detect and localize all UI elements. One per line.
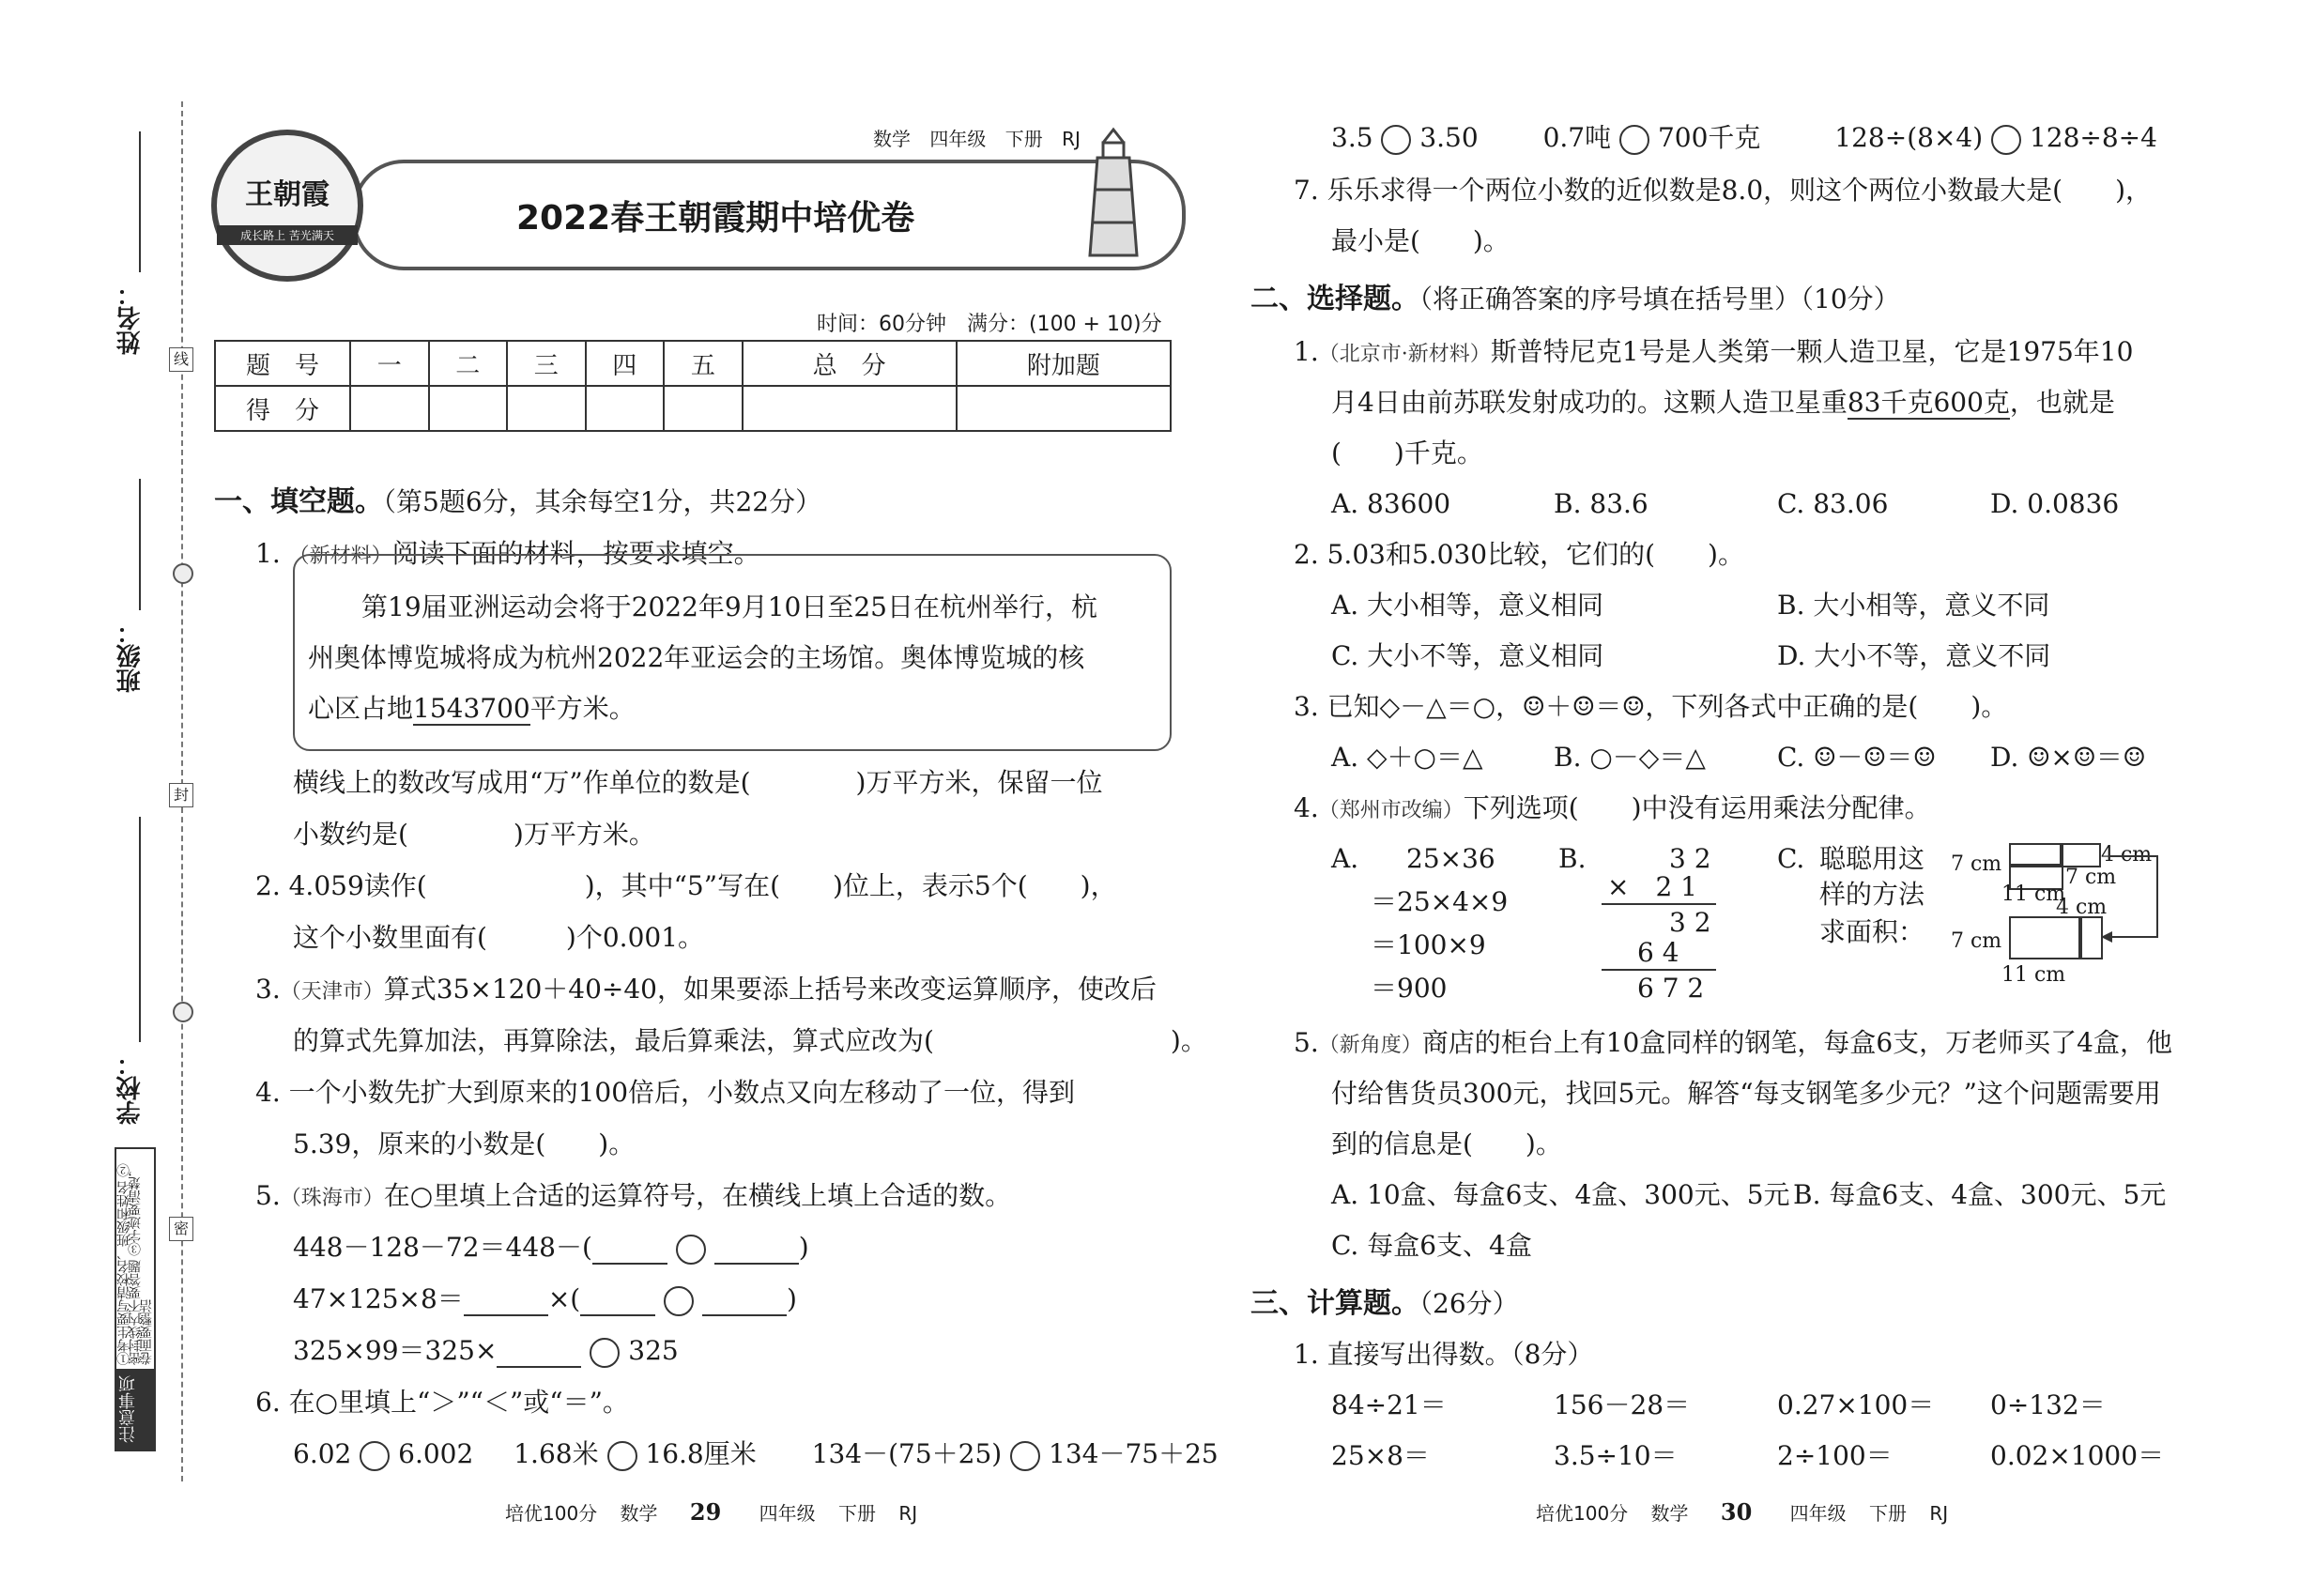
answer-blank[interactable] <box>714 1263 799 1265</box>
section-1-title: 一、填空题。 <box>214 485 383 518</box>
multiply-rule <box>1602 903 1716 905</box>
dim-label: 7 cm <box>1951 852 2002 876</box>
c4-a-step: 25×36 <box>1406 843 1495 874</box>
notes-text: ①考生要写清校名、班级和姓名 ②密封线内不要答题 ③字迹要清楚，卷面要整洁 <box>116 1163 154 1365</box>
c1-tag: （北京市·新材料） <box>1318 343 1491 366</box>
q3-line-2: 的算式先算加法，再算除法，最后算乘法，算式应改为( )。 <box>293 1025 1207 1056</box>
logo-subtext: 成长路上 苦光满天 <box>217 225 358 245</box>
k1-line-1: 1. 直接写出得数。（8分） <box>1294 1339 1594 1370</box>
c4-tag: （郑州市改编） <box>1318 799 1464 822</box>
q1-answer-line-1: 横线上的数改写成用“万”作单位的数是( )万平方米，保留一位 <box>293 767 1103 798</box>
answer-blank[interactable] <box>497 1366 581 1368</box>
score-header-row <box>215 341 1171 386</box>
q5-num: 5. <box>255 1180 281 1211</box>
c1-option-d[interactable]: D. 0.0836 <box>1990 488 2120 519</box>
score-header-cell: 总 分 <box>743 341 957 386</box>
c4-a-step: ＝100×9 <box>1371 929 1486 960</box>
answer-circle[interactable] <box>607 1441 637 1471</box>
score-cell <box>586 386 665 431</box>
score-header-cell: 三 <box>507 341 586 386</box>
dim-label: 11 cm <box>2001 882 2066 906</box>
notes-title: 注意事项 <box>116 1369 154 1450</box>
lighthouse-icon <box>1075 124 1159 265</box>
calc-item: 0.02×1000＝ <box>1990 1440 2165 1471</box>
section-2-heading <box>1250 284 1900 315</box>
strip-char-mi: 密 <box>169 1217 193 1241</box>
score-cell <box>664 386 743 431</box>
answer-blank[interactable] <box>592 1263 667 1265</box>
q5-expr-3-end: 325 <box>628 1335 679 1366</box>
c5-option-a[interactable]: A. 10盒、每盒6支、4盒、300元、5元 <box>1331 1179 1790 1210</box>
q5-expr-1-text: 448－128－72＝448－( <box>293 1232 592 1263</box>
q5-expr-1 <box>293 1232 809 1265</box>
c2-line-1: 2. 5.03和5.030比较，它们的( )。 <box>1294 539 1744 570</box>
dim-label: 7 cm <box>1951 929 2002 953</box>
footer-grade: 四年级 <box>1789 1502 1847 1525</box>
compare-left: 6.02 <box>293 1438 352 1469</box>
class-line <box>139 479 141 610</box>
answer-circle[interactable] <box>1619 125 1649 155</box>
footer-subject: 数学 <box>1650 1502 1689 1525</box>
score-header-cell: 四 <box>586 341 665 386</box>
score-header-cell: 五 <box>664 341 743 386</box>
calc-item: 84÷21＝ <box>1331 1389 1447 1420</box>
q4-line-2: 5.39，原来的小数是( )。 <box>293 1128 636 1159</box>
calc-item: 3.5÷10＝ <box>1554 1440 1678 1471</box>
logo-text: 王朝霞 <box>245 178 330 211</box>
score-table <box>214 340 1172 432</box>
score-header-cell: 一 <box>350 341 429 386</box>
q5-tag: （珠海市） <box>280 1187 384 1210</box>
page-number: 29 <box>689 1498 722 1526</box>
footer-subject: 数学 <box>620 1502 658 1525</box>
score-header-cell: 二 <box>429 341 508 386</box>
answer-blank[interactable] <box>580 1314 655 1316</box>
c5-text: 商店的柜台上有10盒同样的钢笔，每盒6支，万老师买了4盒，他 <box>1421 1027 2172 1058</box>
q5-line-1 <box>255 1180 1011 1215</box>
compare-right: 128÷8÷4 <box>2029 122 2157 153</box>
section-1-heading <box>214 486 821 518</box>
c4-b-row: 3 2 <box>1669 907 1711 938</box>
q6-instruction: 6. 在○里填上“＞”“＜”或“＝”。 <box>255 1387 629 1418</box>
score-cell <box>507 386 586 431</box>
binding-hole-icon <box>173 1002 193 1022</box>
footer-edition: RJ <box>1929 1502 1949 1525</box>
q6-row-2 <box>1331 122 2157 155</box>
school-line <box>139 817 141 1042</box>
close-paren: ) <box>787 1283 797 1314</box>
c4-line-1 <box>1294 792 1931 827</box>
calc-item: 156－28＝ <box>1554 1389 1691 1420</box>
arrow-icon <box>2099 854 2167 948</box>
compare-right: 6.002 <box>398 1438 474 1469</box>
c4-option-a-label[interactable]: A. <box>1331 843 1359 874</box>
c4-option-b-label[interactable]: B. <box>1558 843 1587 874</box>
reading-line-3 <box>308 693 636 725</box>
tag-edition: RJ <box>1062 128 1081 150</box>
q5-expr-2 <box>293 1283 797 1316</box>
footer-book: 培优100分 <box>505 1502 598 1525</box>
c5-num: 5. <box>1294 1027 1319 1058</box>
q1-tag: （新材料） <box>288 545 392 568</box>
answer-circle[interactable] <box>664 1286 694 1316</box>
score-row-label: 得 分 <box>215 386 350 431</box>
reading-line-3c: 平方米。 <box>529 693 636 724</box>
section-2-title: 二、选择题。 <box>1250 283 1419 315</box>
name-label: 姓名： <box>116 282 145 355</box>
score-cell <box>429 386 508 431</box>
score-value-row <box>215 386 1171 431</box>
subject-tags <box>873 124 1081 151</box>
q1-text: 阅读下面的材料，按要求填空。 <box>391 538 760 569</box>
page-title: 2022春王朝霞期中培优卷 <box>516 199 915 238</box>
answer-circle[interactable] <box>360 1441 390 1471</box>
answer-circle[interactable] <box>676 1235 706 1265</box>
c2-option-a[interactable]: A. 大小相等，意义相同 <box>1331 590 1604 621</box>
time-info: 时间：60分钟 满分：(100 + 10)分 <box>817 313 1162 336</box>
tag-volume: 下册 <box>1004 128 1043 150</box>
c4-b-row: 6 4 <box>1637 937 1679 968</box>
c5-line-3: 到的信息是( )。 <box>1331 1128 1562 1159</box>
q1-answer-line-2: 小数约是( )万平方米。 <box>293 819 655 850</box>
compare-right: 3.50 <box>1419 122 1479 153</box>
c4-option-c-label[interactable]: C. <box>1777 843 1805 874</box>
c4-a-step: ＝900 <box>1371 973 1448 1004</box>
q6-row-1 <box>293 1438 1219 1471</box>
c3-option-c[interactable]: C. ☺－☺＝☺ <box>1777 742 1937 773</box>
question-1: 1. （新材料）阅读下面的材料，按要求填空。 <box>255 538 760 569</box>
c2-option-c[interactable]: C. 大小不等，意义相同 <box>1331 640 1604 671</box>
dim-label: 4 cm <box>2056 896 2108 919</box>
calc-item: 0÷132＝ <box>1990 1389 2106 1420</box>
c4-text: 下列选项( )中没有运用乘法分配律。 <box>1463 792 1931 823</box>
c2-option-b[interactable]: B. 大小相等，意义不同 <box>1777 590 2050 621</box>
c5-line-2: 付给售货员300元，找回5元。解答“每支钢笔多少元？”这个问题需要用 <box>1331 1078 2161 1109</box>
score-header-cell: 附加题 <box>957 341 1171 386</box>
c4-b-row: × 2 1 <box>1607 871 1697 902</box>
c1-line-1 <box>1294 336 2133 371</box>
c3-option-b[interactable]: B. ○－◇＝△ <box>1554 742 1706 773</box>
brand-logo <box>211 130 363 282</box>
c4-b-row: 6 7 2 <box>1637 973 1705 1004</box>
name-line <box>139 131 141 272</box>
notes-box <box>115 1147 156 1451</box>
compare-left: 3.5 <box>1331 122 1373 153</box>
answer-circle[interactable] <box>1381 125 1411 155</box>
section-3-title: 三、计算题。 <box>1250 1287 1419 1320</box>
footer-volume: 下册 <box>1869 1502 1908 1525</box>
footer-edition: RJ <box>898 1502 918 1525</box>
c4-b-row: 3 2 <box>1669 843 1711 874</box>
q3-num: 3. <box>255 974 281 1005</box>
close-paren: ) <box>798 1232 809 1263</box>
calc-item: 0.27×100＝ <box>1777 1389 1935 1420</box>
c3-line-1: 3. 已知◇－△＝○，☺＋☺＝☺，下列各式中正确的是( )。 <box>1294 691 2008 722</box>
c1-line-2c: ，也就是 <box>2009 387 2115 418</box>
q5-text: 在○里填上合适的运算符号，在横线上填上合适的数。 <box>383 1180 1012 1211</box>
footer-left <box>505 1498 917 1526</box>
dim-label: 7 cm <box>2065 866 2117 889</box>
c5-line-1 <box>1294 1027 2172 1062</box>
compare-left: 134－(75＋25) <box>811 1438 1003 1469</box>
q7-line-1: 7. 乐乐求得一个两位小数的近似数是8.0，则这个两位小数最大是( )， <box>1294 175 2152 206</box>
score-cell <box>957 386 1171 431</box>
q5-expr-2-mid: ×( <box>547 1283 581 1314</box>
compare-left: 128÷(8×4) <box>1834 122 1984 153</box>
footer-right <box>1536 1498 1948 1526</box>
q3-text: 算式35×120＋40÷40，如果要添上括号来改变运算顺序，使改后 <box>383 974 1157 1005</box>
c1-line-2a: 月4日由前苏联发射成功的。这颗人造卫星重 <box>1331 387 1848 418</box>
q7-line-2: 最小是( )。 <box>1331 225 1510 256</box>
c3-option-a[interactable]: A. ◇＋○＝△ <box>1331 742 1483 773</box>
c1-option-b[interactable]: B. 83.6 <box>1554 488 1648 519</box>
c1-underlined-weight: 83千克600克 <box>1847 387 2010 418</box>
class-label: 班级： <box>116 620 145 693</box>
answer-blank[interactable] <box>702 1314 787 1316</box>
answer-circle[interactable] <box>1010 1441 1040 1471</box>
section-1-note: （第5题6分，其余每空1分，共22分） <box>383 486 822 517</box>
answer-blank[interactable] <box>464 1314 548 1316</box>
q5-expr-2-text: 47×125×8＝ <box>293 1283 464 1314</box>
q5-expr-3-text: 325×99＝325× <box>293 1335 498 1366</box>
c3-option-d[interactable]: D. ☺×☺＝☺ <box>1990 742 2147 773</box>
c4-c-text: 求面积： <box>1819 916 1925 947</box>
c5-option-c[interactable]: C. 每盒6支、4盒 <box>1331 1230 1532 1261</box>
tag-subject: 数学 <box>873 128 911 150</box>
footer-volume: 下册 <box>838 1502 877 1525</box>
section-2-note: （将正确答案的序号填在括号里）（10分） <box>1419 284 1900 315</box>
c5-option-b[interactable]: B. 每盒6支、4盒、300元、5元 <box>1793 1179 2167 1210</box>
tag-grade: 四年级 <box>929 128 987 150</box>
strip-char-xian: 线 <box>169 347 193 372</box>
compare-right: 16.8厘米 <box>645 1438 757 1469</box>
footer-grade: 四年级 <box>759 1502 816 1525</box>
q4-line-1: 4. 一个小数先扩大到原来的100倍后，小数点又向左移动了一位，得到 <box>255 1077 1076 1108</box>
section-3-note: （26分） <box>1419 1288 1519 1319</box>
calc-item: 25×8＝ <box>1331 1440 1430 1471</box>
c4-a-step: ＝25×4×9 <box>1371 886 1509 917</box>
answer-circle[interactable] <box>590 1338 620 1368</box>
compare-right: 700千克 <box>1657 122 1761 153</box>
c1-text: 斯普特尼克1号是人类第一颗人造卫星，它是1975年10 <box>1490 336 2134 367</box>
c5-tag: （新角度） <box>1318 1034 1422 1057</box>
reading-underlined-number: 1543700 <box>413 693 530 724</box>
school-label: 学校： <box>116 1051 145 1125</box>
strip-char-feng: 封 <box>169 783 193 807</box>
q3-tag: （天津市） <box>280 980 384 1004</box>
c4-c-text: 样的方法 <box>1819 879 1925 910</box>
c1-num: 1. <box>1294 336 1319 367</box>
c1-line-3: ( )千克。 <box>1331 437 1483 468</box>
q2-line-2: 这个小数里面有( )个0.001。 <box>293 922 705 953</box>
page-number: 30 <box>1720 1498 1753 1526</box>
reading-line-2: 州奥体博览城将成为杭州2022年亚运会的主场馆。奥体博览城的核 <box>308 642 1085 673</box>
c1-option-a[interactable]: A. 83600 <box>1331 488 1451 519</box>
q3-line-1 <box>255 974 1157 1008</box>
compare-left: 1.68米 <box>514 1438 599 1469</box>
section-3-heading <box>1250 1288 1519 1320</box>
reading-line-3a: 心区占地 <box>308 693 414 724</box>
c2-option-d[interactable]: D. 大小不等，意义不同 <box>1777 640 2051 671</box>
binding-hole-icon <box>173 563 193 584</box>
score-header-cell: 题 号 <box>215 341 350 386</box>
score-cell <box>743 386 957 431</box>
q5-expr-3 <box>293 1335 679 1368</box>
answer-circle[interactable] <box>1991 125 2021 155</box>
q2-line-1: 2. 4.059读作( )，其中“5”写在( )位上，表示5个( )， <box>255 870 1117 901</box>
reading-line-1: 第19届亚洲运动会将于2022年9月10日至25日在杭州举行，杭 <box>361 591 1097 622</box>
c4-c-text: 聪聪用这 <box>1819 843 1925 874</box>
dim-label: 11 cm <box>2001 963 2066 987</box>
c1-option-c[interactable]: C. 83.06 <box>1777 488 1889 519</box>
score-cell <box>350 386 429 431</box>
compare-left: 0.7吨 <box>1542 122 1612 153</box>
dim-label: 4 cm <box>2101 843 2153 867</box>
compare-right: 134－75＋25 <box>1049 1438 1219 1469</box>
c4-num: 4. <box>1294 792 1319 823</box>
calc-item: 2÷100＝ <box>1777 1440 1893 1471</box>
multiply-rule <box>1602 969 1716 971</box>
footer-book: 培优100分 <box>1536 1502 1629 1525</box>
c1-line-2 <box>1331 387 2115 419</box>
